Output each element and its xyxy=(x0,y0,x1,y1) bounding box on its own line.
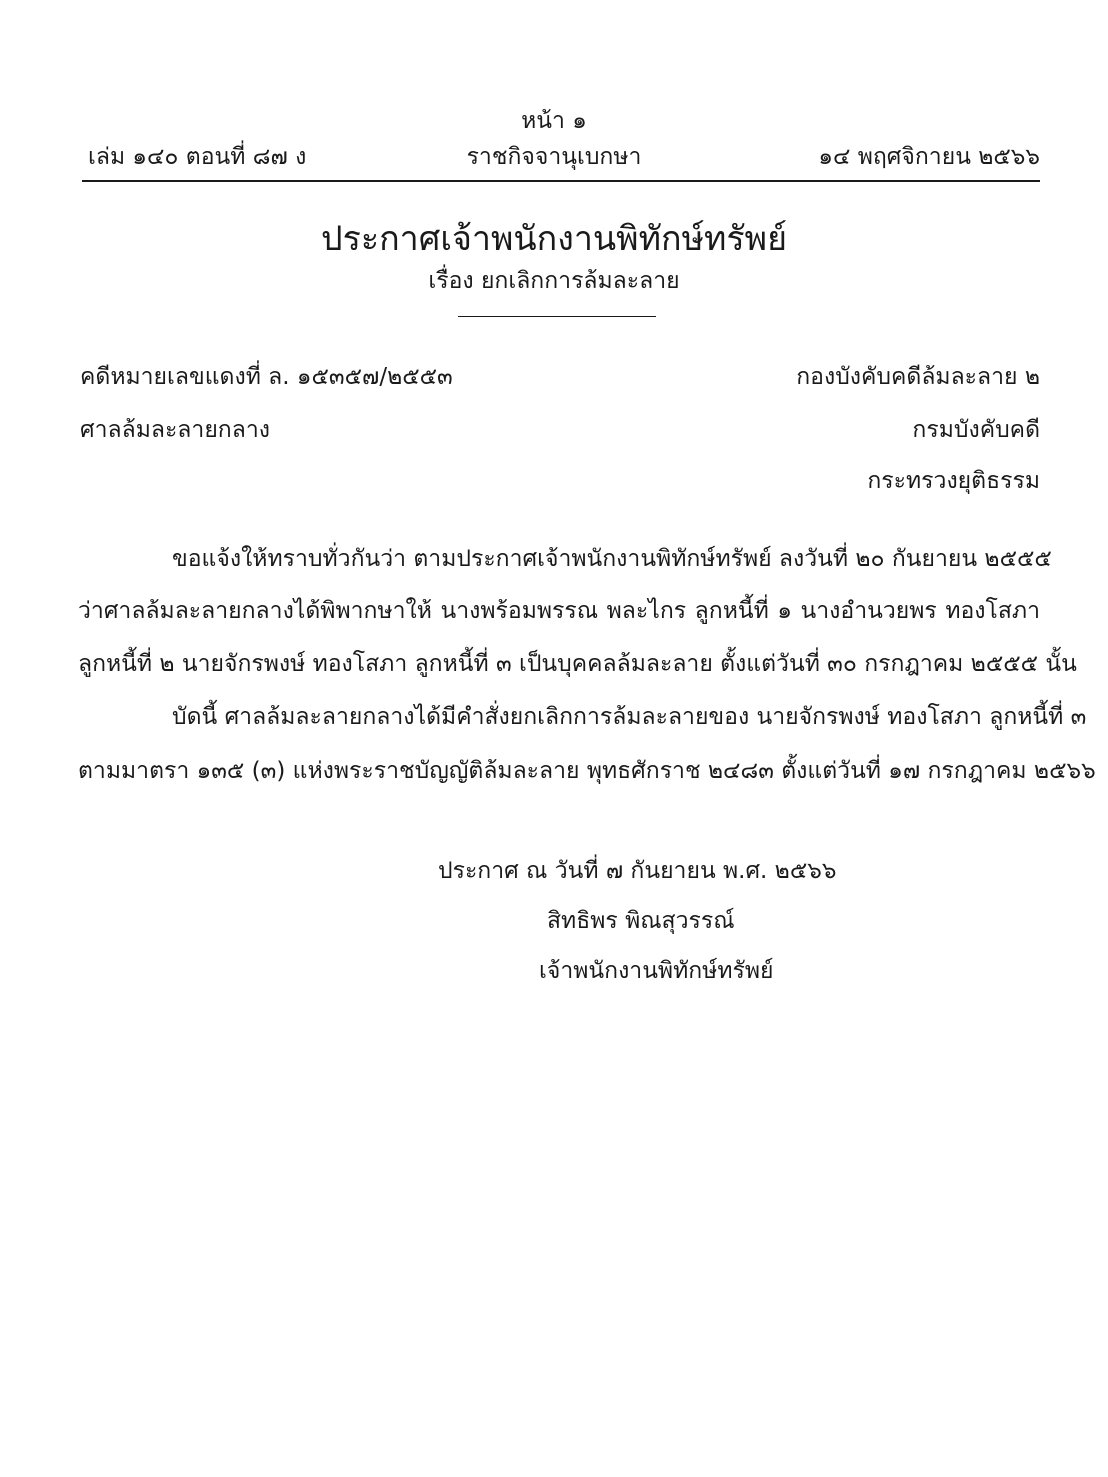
paragraph-2-line-2: ตามมาตรา ๑๓๕ (๓) แห่งพระราชบัญญัติล้มละลาย พุทธศักราช ๒๔๘๓ ตั้งแต่วันที่ ๑๗ กรกฎาคม ๒๕๖๖ xyxy=(78,758,1096,784)
paragraph-1-line-1: ขอแจ้งให้ทราบทั่วกันว่า ตามประกาศเจ้าพนักงานพิทักษ์ทรัพย์ ลงวันที่ ๒๐ กันยายน ๒๕๕๕ xyxy=(172,546,1052,572)
page-title: ประกาศเจ้าพนักงานพิทักษ์ทรัพย์ xyxy=(320,219,787,259)
signatory-name: สิทธิพร พิณสุวรรณ์ xyxy=(547,908,735,934)
subject-line: เรื่อง ยกเลิกการล้มละลาย xyxy=(428,268,680,294)
volume-issue: เล่ม ๑๔๐ ตอนที่ ๘๗ ง xyxy=(88,144,307,170)
paragraph-2-line-1: บัดนี้ ศาลล้มละลายกลางได้มีคำสั่งยกเลิกการล้มละลายของ นายจักรพงษ์ ทองโสภา ลูกหนี้ที่ ๓ xyxy=(172,704,1087,730)
page-number: หน้า ๑ xyxy=(521,108,587,134)
paragraph-1-line-3: ลูกหนี้ที่ ๒ นายจักรพงษ์ ทองโสภา ลูกหนี้ที่ ๓ เป็นบุคคลล้มละลาย ตั้งแต่วันที่ ๓๐ กรกฎาคม ๒๕๕๕ นั้น xyxy=(78,651,1077,677)
gazette-date: ๑๔ พฤศจิกายน ๒๕๖๖ xyxy=(818,144,1040,170)
announce-date: ประกาศ ณ วันที่ ๗ กันยายน พ.ศ. ๒๕๖๖ xyxy=(438,858,837,884)
paragraph-1-line-2: ว่าศาลล้มละลายกลางได้พิพากษาให้ นางพร้อมพรรณ พละไกร ลูกหนี้ที่ ๑ นางอำนวยพร ทองโสภา xyxy=(78,598,1040,624)
header-rule xyxy=(82,180,1040,182)
signatory-position: เจ้าพนักงานพิทักษ์ทรัพย์ xyxy=(539,958,774,984)
title-divider xyxy=(458,316,656,317)
office-line-1: กองบังคับคดีล้มละลาย ๒ xyxy=(796,364,1040,390)
gazette-name: ราชกิจจานุเบกษา xyxy=(466,144,642,170)
case-number: คดีหมายเลขแดงที่ ล. ๑๕๓๕๗/๒๕๕๓ xyxy=(80,364,453,390)
court-name: ศาลล้มละลายกลาง xyxy=(80,417,270,443)
office-line-3: กระทรวงยุติธรรม xyxy=(867,468,1040,494)
office-line-2: กรมบังคับคดี xyxy=(912,417,1040,443)
